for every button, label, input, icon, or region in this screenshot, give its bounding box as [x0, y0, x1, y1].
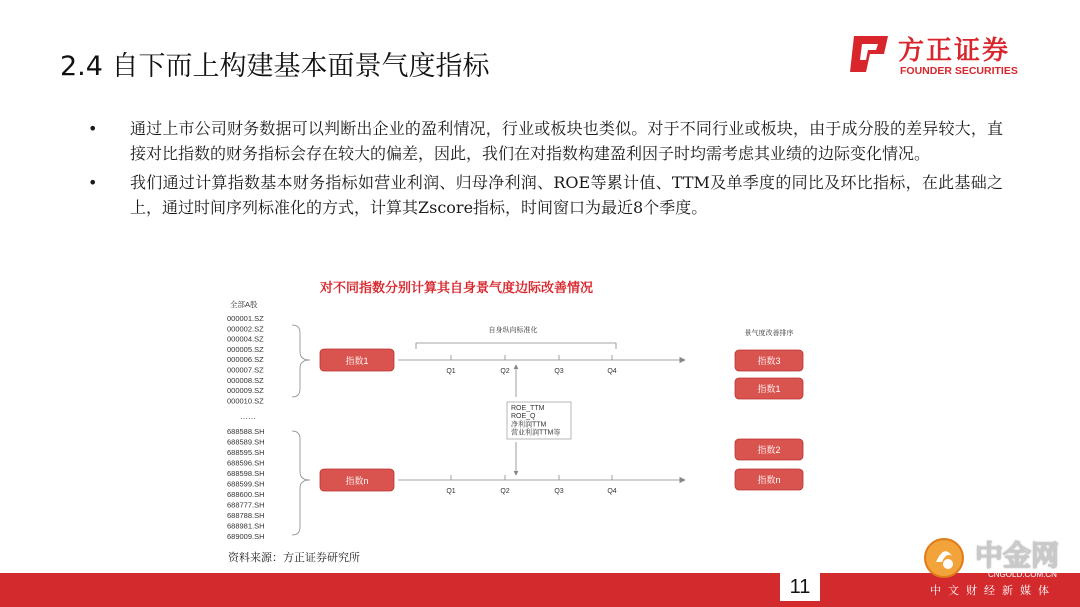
bottom-bar [0, 573, 1080, 607]
founder-logo [848, 30, 1028, 78]
logo-text-cn: 方正证券 [898, 36, 1011, 66]
bullet-dot: • [88, 119, 98, 138]
page-number: 11 [780, 573, 820, 601]
stock-code: 000007.SZ [227, 365, 264, 375]
stock-code: 688589.SH [227, 437, 265, 447]
timeline-top-ticks [446, 355, 616, 375]
std-label: 自身纵向标准化 [488, 327, 538, 334]
watermark-sub: 中文财经新媒体 [930, 584, 1056, 597]
stock-code: 000010.SZ [227, 396, 264, 406]
stock-code: 688598.SH [227, 469, 265, 478]
watermark-en: CNGOLD.COM.CN [988, 570, 1057, 579]
quarter-label: Q3 [554, 488, 564, 495]
ranked-list [735, 350, 803, 490]
stock-code: 000009.SZ [227, 386, 264, 396]
ranked-index-label: 指数3 [757, 356, 781, 366]
quarter-label: Q3 [554, 368, 564, 375]
watermark-logo-icon [922, 536, 966, 580]
founder-logo-icon [848, 32, 892, 76]
bullet-item [88, 116, 1003, 166]
std-bracket [416, 343, 616, 349]
brace-bottom [292, 431, 310, 535]
stock-code: 688777.SH [227, 500, 265, 510]
stock-code: 000004.SZ [227, 334, 264, 344]
bullet-dot: • [88, 173, 98, 192]
quarter-label: Q4 [607, 368, 617, 375]
stock-code: 000006.SZ [227, 355, 264, 365]
watermark-cn: 中金网 [975, 539, 1060, 572]
stock-code: 000002.SZ [227, 324, 264, 334]
stock-code: 688599.SH [227, 479, 265, 489]
stock-header: 全部A股 [230, 300, 258, 309]
stock-code: 688588.SH [227, 427, 265, 436]
stock-code: 688788.SH [227, 511, 265, 520]
quarter-label: Q1 [446, 368, 456, 375]
stock-code: 688981.SH [227, 521, 265, 531]
stock-list-top [227, 314, 264, 405]
index-bottom-label: 指数n [345, 476, 369, 486]
source-note: 资料来源：方正证券研究所 [228, 551, 360, 564]
metric-label: ROE_TTM [511, 405, 545, 412]
stock-code: 689009.SH [227, 532, 265, 541]
stock-code: 000008.SZ [227, 375, 264, 385]
bullet-text: 我们通过计算指数基本财务指标如营业利润、归母净利润、ROE等累计值、TTM及单季度的同比及环比指标，在此基础之上，通过时间序列标准化的方式，计算其Zscore指标，时间窗口为最近8个季度。 [130, 173, 1003, 217]
ranked-index-label: 指数1 [757, 384, 781, 394]
stock-ellipsis: …… [240, 412, 256, 421]
timeline-bottom-ticks [446, 475, 616, 495]
metric-label: 营业利润TTM等 [511, 429, 561, 437]
quarter-label: Q4 [607, 488, 617, 495]
slide-title: 2.4 自下而上构建基本面景气度指标 [60, 51, 490, 82]
quarter-label: Q1 [446, 488, 456, 495]
stock-code: 688596.SH [227, 458, 265, 468]
metric-label: ROE_Q [511, 413, 536, 421]
quarter-label: Q2 [500, 368, 510, 375]
bullet-text: 通过上市公司财务数据可以判断出企业的盈利情况，行业或板块也类似。对于不同行业或板块，由于成分股的差异较大，直接对比指数的财务指标会存在较大的偏差，因此，我们在对指数构建盈利因子时均需考虑其业绩的边际变化情况。 [130, 119, 1003, 163]
quarter-label: Q2 [500, 488, 510, 495]
ranked-index-label: 指数n [757, 475, 781, 485]
ranked-index-label: 指数2 [757, 445, 781, 455]
stock-list-bottom [227, 427, 265, 541]
metric-label: 净利润TTM [511, 421, 547, 429]
stock-code: 000005.SZ [227, 344, 264, 354]
figure-title: 对不同指数分别计算其自身景气度边际改善情况 [320, 281, 594, 296]
index-top-label: 指数1 [345, 356, 369, 366]
logo-text-en: FOUNDER SECURITIES [900, 65, 1018, 77]
brace-top [292, 325, 310, 397]
stock-code: 688600.SH [227, 490, 265, 499]
watermark [920, 530, 1080, 600]
diagram-canvas [220, 297, 820, 572]
bullet-list [88, 116, 1003, 224]
rank-label: 景气度改善排序 [744, 330, 794, 337]
bullet-item [88, 170, 1003, 220]
stock-code: 000001.SZ [227, 314, 264, 323]
stock-code: 688595.SH [227, 448, 265, 457]
flow-diagram [220, 272, 820, 572]
